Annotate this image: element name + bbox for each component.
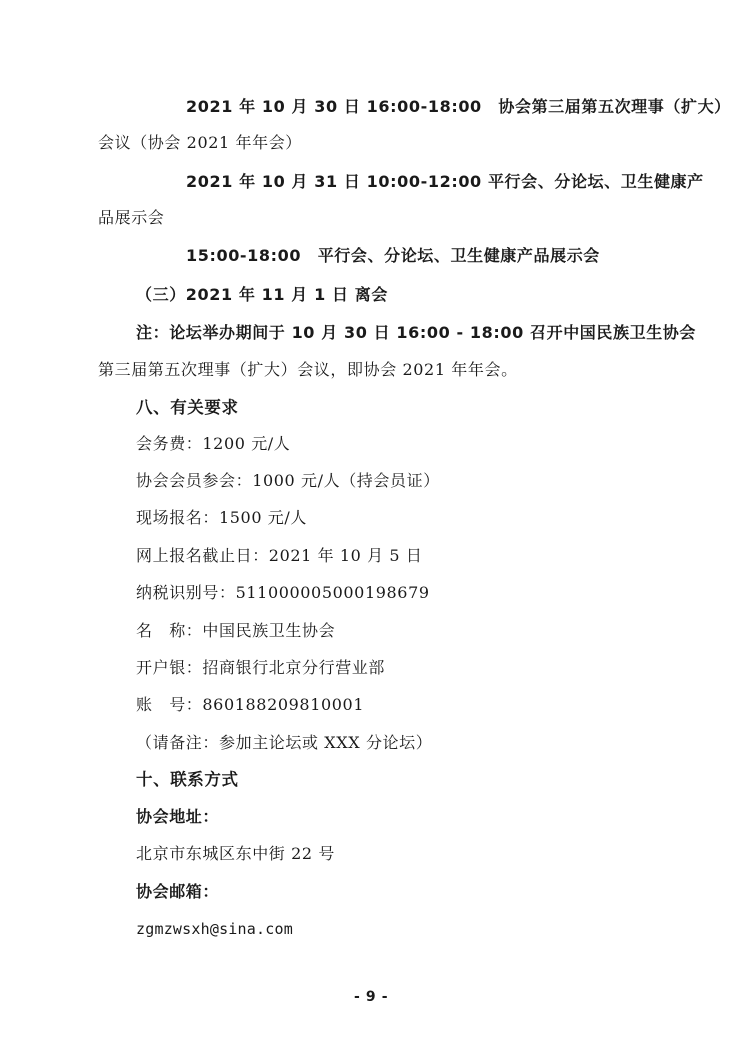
schedule-oct31-afternoon: 15:00-18:00 平行会、分论坛、卫生健康产品展示会 <box>186 246 600 265</box>
address-label: 协会地址： <box>136 807 220 826</box>
schedule-nov1: （三）2021 年 11 月 1 日 离会 <box>136 285 388 304</box>
tax-id-line: 纳税识别号：511000005000198679 <box>136 583 430 602</box>
section-heading-requirements: 八、有关要求 <box>136 398 239 417</box>
email-label: 协会邮箱： <box>136 882 220 901</box>
deadline-line: 网上报名截止日：2021 年 10 月 5 日 <box>136 546 423 565</box>
bank-line: 开户银：招商银行北京分行营业部 <box>136 658 386 677</box>
remark-line: （请备注：参加主论坛或 XXX 分论坛） <box>136 733 433 752</box>
member-fee-line: 协会会员参会：1000 元/人（持会员证） <box>136 471 440 490</box>
schedule-oct30-cont: 会议（协会 2021 年年会） <box>98 133 302 152</box>
page-number: - 9 - <box>354 989 389 1005</box>
schedule-oct31: 2021 年 10 月 31 日 10:00-12:00 平行会、分论坛、卫生健康产 <box>186 172 704 191</box>
schedule-oct31-cont: 品展示会 <box>98 208 165 227</box>
account-line: 账 号：860188209810001 <box>136 695 365 714</box>
section-heading-contact: 十、联系方式 <box>136 770 239 789</box>
payee-name-line: 名 称：中国民族卫生协会 <box>136 621 336 640</box>
schedule-oct30: 2021 年 10 月 30 日 16:00-18:00 协会第三届第五次理事（扩大） <box>186 97 731 116</box>
onsite-fee-line: 现场报名：1500 元/人 <box>136 508 307 527</box>
address-value: 北京市东城区东中街 22 号 <box>136 844 335 863</box>
note-line-1: 注：论坛举办期间于 10 月 30 日 16:00 - 18:00 召开中国民族卫生协会 <box>136 323 696 342</box>
fee-line: 会务费：1200 元/人 <box>136 434 291 453</box>
note-line-2: 第三届第五次理事（扩大）会议，即协会 2021 年年会。 <box>98 360 518 379</box>
email-value: zgmzwsxh@sina.com <box>136 920 293 938</box>
